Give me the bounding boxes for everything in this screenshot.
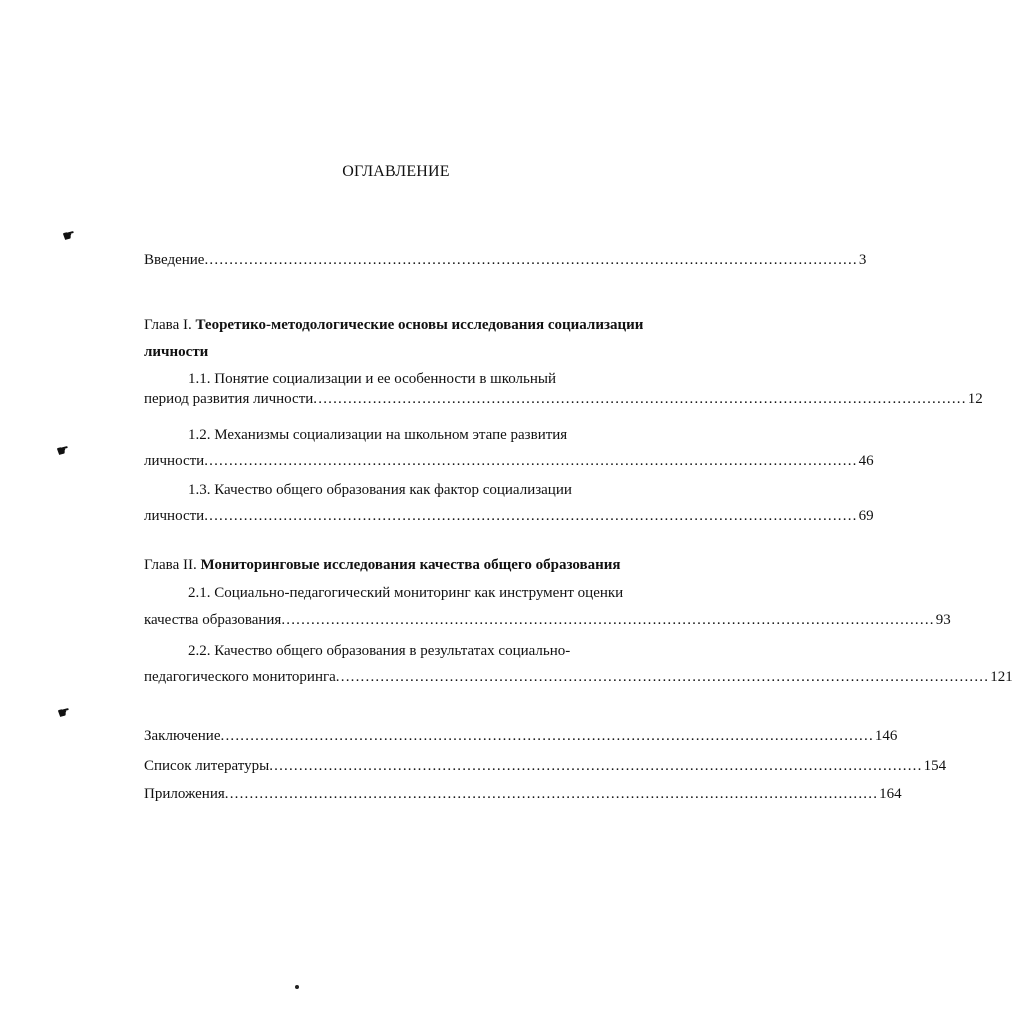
toc-page-number: 3: [858, 252, 867, 268]
dot-leader: ....................................................................................................................................: [204, 508, 858, 524]
hand-pointer-icon: ☛: [61, 227, 78, 246]
toc-page-number: 164: [879, 786, 902, 802]
toc-entry-label: педагогического мониторинга: [144, 669, 336, 685]
dot-leader: ....................................................................................................................................: [220, 728, 874, 744]
toc-section-1-1-title[interactable]: 1.1. Понятие социализации и ее особенности в школьный: [188, 371, 556, 387]
chapter-1-heading-cont: личности: [144, 344, 209, 360]
dot-leader: ....................................................................................................................................: [313, 391, 967, 407]
toc-entry-label: Заключение: [144, 728, 221, 744]
page-title: ОГЛАВЛЕНИЕ: [342, 163, 450, 180]
toc-section-2-1[interactable]: [144, 611, 951, 629]
chapter-prefix: Глава I.: [144, 317, 196, 333]
toc-page-number: 46: [858, 453, 874, 469]
dot-leader: ....................................................................................................................................: [224, 786, 879, 802]
toc-entry-references[interactable]: [144, 757, 947, 775]
hand-pointer-icon: ☛: [56, 704, 73, 723]
toc-page-number: 93: [935, 612, 951, 628]
toc-page-number: 146: [874, 728, 898, 744]
dot-leader: ....................................................................................................................................: [269, 758, 923, 774]
dot-mark: [295, 985, 299, 989]
toc-section-2-2[interactable]: [144, 668, 1013, 686]
toc-section-1-3-title[interactable]: 1.3. Качество общего образования как фактор социализации: [188, 482, 572, 498]
toc-entry-label: Введение: [144, 252, 205, 268]
chapter-title: Мониторинговые исследования качества общего образования: [200, 557, 621, 573]
toc-section-2-2-title[interactable]: 2.2. Качество общего образования в результатах социально-: [188, 643, 571, 659]
toc-entry-intro[interactable]: [144, 251, 867, 269]
toc-entry-appendix[interactable]: [144, 785, 902, 803]
toc-entry-conclusion[interactable]: [144, 727, 898, 745]
chapter-prefix: Глава II.: [144, 557, 201, 573]
dot-leader: ....................................................................................................................................: [335, 669, 990, 685]
dot-leader: ....................................................................................................................................: [204, 453, 858, 469]
chapter-1-heading[interactable]: [144, 316, 643, 334]
toc-page-number: 12: [967, 391, 983, 407]
toc-entry-label: качества образования: [144, 612, 282, 628]
toc-page-number: 154: [923, 758, 947, 774]
toc-section-1-1[interactable]: [144, 390, 983, 408]
toc-section-2-1-title[interactable]: 2.1. Социально-педагогический мониторинг как инструмент оценки: [188, 585, 624, 601]
toc-entry-label: период развития личности: [144, 391, 314, 407]
toc-entry-label: Список литературы: [144, 758, 270, 774]
toc-entry-label: Приложения: [144, 786, 225, 802]
toc-page-number: 69: [858, 508, 874, 524]
chapter-2-heading[interactable]: [144, 556, 621, 574]
toc-section-1-2-title[interactable]: 1.2. Механизмы социализации на школьном этапе развития: [188, 427, 568, 443]
toc-entry-label: личности: [144, 453, 205, 469]
chapter-title: Теоретико-методологические основы исследования социализации: [195, 317, 644, 333]
toc-page-number: 121: [990, 669, 1013, 685]
toc-section-1-2[interactable]: [144, 452, 874, 470]
toc-section-1-3[interactable]: [144, 507, 874, 525]
dot-leader: ....................................................................................................................................: [281, 612, 935, 628]
toc-entry-label: личности: [144, 508, 205, 524]
hand-pointer-icon: ☛: [55, 442, 72, 461]
dot-leader: ....................................................................................................................................: [204, 252, 858, 268]
